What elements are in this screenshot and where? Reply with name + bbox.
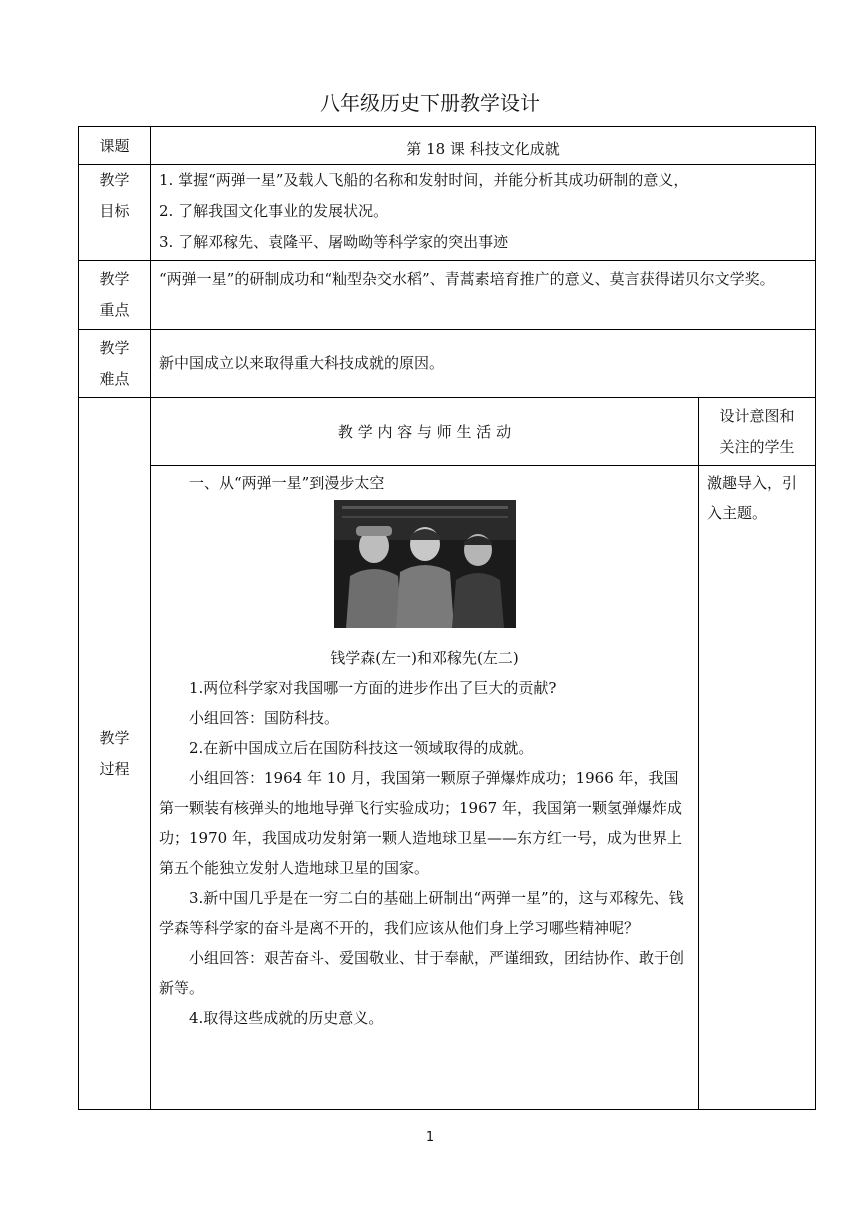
- paragraph: 3.新中国几乎是在一穷二白的基础上研制出“两弹一星”的，这与邓稼先、钱学森等科学家的奋斗是离不开的，我们应该从他们身上学习哪些精神呢？: [159, 889, 684, 937]
- row-topic: [79, 127, 816, 165]
- row-process-content: [79, 466, 816, 1110]
- process-content: [151, 466, 699, 1110]
- key-points-content: “两弹一星”的研制成功和“籼型杂交水稻”、青蒿素培育推广的意义、莫言获得诺贝尔文学奖。: [151, 261, 816, 330]
- objective-item: 1. 掌握“两弹一星”及载人飞船的名称和发射时间，并能分析其成功研制的意义，: [159, 171, 689, 189]
- row-difficulties: [79, 330, 816, 398]
- paragraph: 1.两位科学家对我国哪一方面的进步作出了巨大的贡献?: [189, 679, 557, 697]
- intent-header: 设计意图和 关注的学生: [699, 398, 816, 466]
- difficulties-label: 教学 难点: [79, 330, 151, 398]
- photo-caption: 钱学森(左一)和邓稼先(左二): [330, 649, 519, 667]
- process-label: 教学 过程: [79, 398, 151, 1110]
- lesson-plan-table: [78, 126, 816, 1110]
- topic-value: 第 18 课 科技文化成就: [151, 127, 816, 165]
- page-number: 1: [425, 1130, 435, 1145]
- paragraph: 4.取得这些成就的历史意义。: [189, 1009, 384, 1027]
- intent-content: 激趣导入，引入主题。: [699, 466, 816, 1110]
- row-objectives: [79, 165, 816, 261]
- difficulties-content: 新中国成立以来取得重大科技成就的原因。: [151, 330, 816, 398]
- paragraph: 小组回答：1964 年 10 月，我国第一颗原子弹爆炸成功；1966 年，我国第一颗装有核弹头的地地导弹飞行实验成功；1967 年，我国第一颗氢弹爆炸成功；1970 年，我国成功发射第一颗人造地球卫星——东方红一号，成为世界上第五个能独立发射人造地球卫星的国家。: [159, 769, 682, 877]
- section-heading: 一、从“两弹一星”到漫步太空: [189, 474, 385, 492]
- paragraph: 小组回答：艰苦奋斗、爱国敬业、甘于奉献，严谨细致，团结协作、敢于创新等。: [159, 949, 685, 997]
- page-title: 八年级历史下册教学设计: [320, 91, 540, 115]
- content-header: 教 学 内 容 与 师 生 活 动: [151, 398, 699, 466]
- objective-item: 3. 了解邓稼先、袁隆平、屠呦呦等科学家的突出事迹: [159, 233, 509, 251]
- key-points-label: 教学 重点: [79, 261, 151, 330]
- row-key-points: [79, 261, 816, 330]
- objective-item: 2. 了解我国文化事业的发展状况。: [159, 202, 389, 220]
- objectives-label: 教学 目标: [79, 165, 151, 261]
- objectives-content: [151, 165, 816, 261]
- paragraph: 小组回答：国防科技。: [189, 709, 340, 727]
- row-process-header: [79, 398, 816, 466]
- scientists-photo: [334, 500, 516, 628]
- topic-label: 课题: [79, 127, 151, 165]
- paragraph: 2.在新中国成立后在国防科技这一领域取得的成就。: [189, 739, 534, 757]
